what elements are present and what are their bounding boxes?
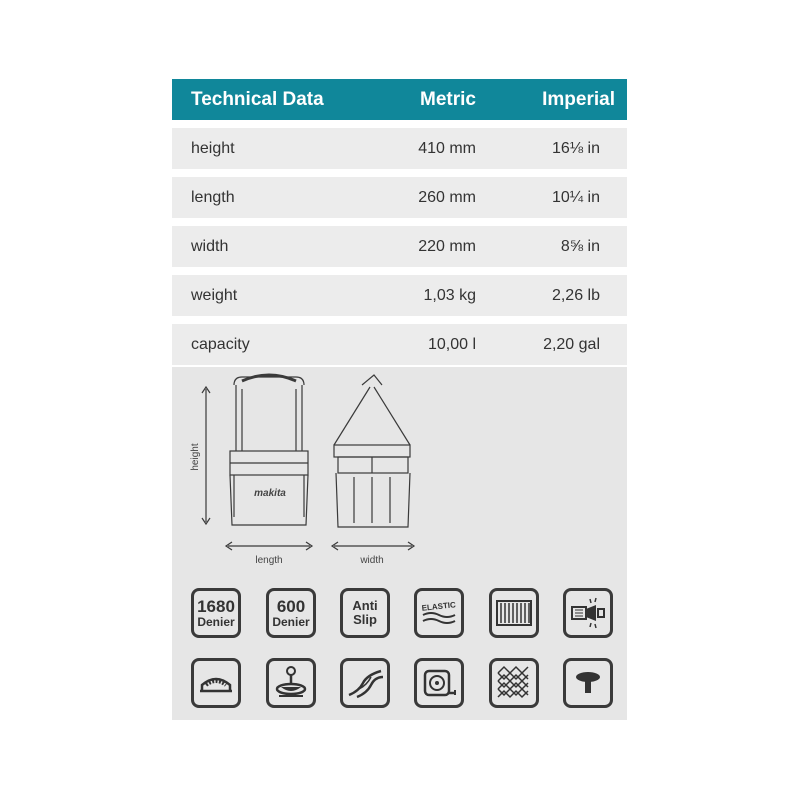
reflective-buckle-icon (563, 588, 613, 638)
row-imperial: 8⅝ in (560, 237, 600, 255)
row-metric: 1,03 kg (423, 286, 476, 304)
header-metric: Metric (420, 88, 476, 110)
table-row (172, 324, 627, 365)
denier-1680-value: 1680 (197, 596, 235, 616)
brand-logo-text: makita (254, 488, 286, 499)
row-imperial: 10¼ in (551, 188, 600, 206)
row-label: length (191, 188, 235, 206)
denier-1680-icon (191, 588, 241, 638)
row-label: height (191, 139, 235, 157)
tape-measure-icon (414, 658, 464, 708)
header-technical-data: Technical Data (191, 88, 324, 110)
height-label: height (190, 443, 201, 471)
stand-icon (563, 658, 613, 708)
row-label: weight (191, 286, 238, 304)
anti-slip-line1: Anti (352, 598, 378, 613)
row-metric: 260 mm (418, 188, 476, 206)
product-figure-panel (172, 367, 627, 720)
row-metric: 220 mm (418, 237, 476, 255)
row-imperial: 2,26 lb (551, 286, 600, 304)
row-imperial: 16⅛ in (551, 139, 600, 157)
denier-1680-unit: Denier (197, 614, 235, 629)
elastic-label: ELASTIC (421, 600, 457, 613)
table-header (172, 79, 627, 120)
anti-slip-line2: Slip (353, 612, 377, 627)
denier-600-value: 600 (276, 596, 306, 616)
width-label: width (360, 555, 384, 566)
table-row (172, 226, 627, 267)
hook-icon (266, 658, 316, 708)
table-row (172, 275, 627, 316)
dimension-drawing (172, 367, 627, 577)
row-metric: 10,00 l (427, 335, 476, 353)
webbing-icon (489, 588, 539, 638)
row-label: width (191, 237, 229, 255)
strap-icon (340, 658, 390, 708)
anti-slip-icon (340, 588, 390, 638)
denier-600-icon (266, 588, 316, 638)
header-imperial: Imperial (542, 88, 615, 110)
length-label: length (255, 555, 283, 566)
elastic-icon (414, 588, 464, 638)
technical-data-table (172, 79, 627, 365)
table-row (172, 128, 627, 169)
row-imperial: 2,20 gal (543, 335, 600, 353)
denier-600-unit: Denier (272, 614, 310, 629)
row-label: capacity (191, 335, 250, 353)
row-metric: 410 mm (418, 139, 476, 157)
mesh-icon (489, 658, 539, 708)
handle-icon (191, 658, 241, 708)
table-row (172, 177, 627, 218)
